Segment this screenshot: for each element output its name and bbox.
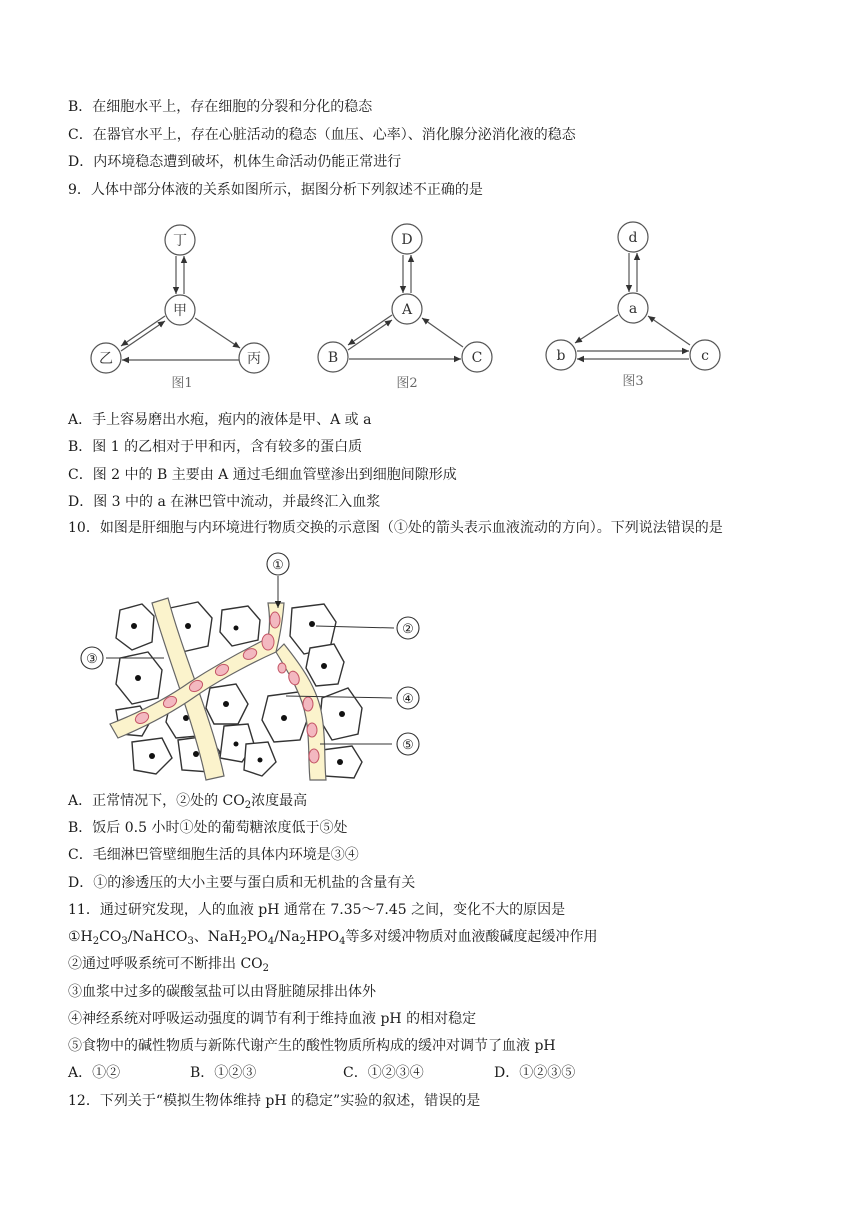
q8-option-b: B．在细胞水平上，存在细胞的分裂和分化的稳态 xyxy=(68,99,373,115)
q10-option-b: B．饭后 0.5 小时①处的葡萄糖浓度低于⑤处 xyxy=(68,820,348,836)
label-1: ① xyxy=(272,558,284,573)
q11-statement-2: ②通过呼吸系统可不断排出 $CO_2$ xyxy=(68,956,270,974)
fig1-node-top: 丁 xyxy=(173,233,187,249)
fig3-node-center: a xyxy=(628,301,638,317)
q9-option-a: A．手上容易磨出水疱，疱内的液体是甲、A 或 a xyxy=(68,412,372,428)
fig1-node-right: 丙 xyxy=(247,351,261,367)
fig1-caption: 图1 xyxy=(171,376,193,391)
q8-option-d: D．内环境稳态遭到破坏，机体生命活动仍能正常进行 xyxy=(68,154,402,170)
q11-option-b: B．①②③ xyxy=(190,1065,257,1081)
q11-statement-5: ⑤食物中的碱性物质与新陈代谢产生的酸性物质所构成的缓冲对调节了血液 pH xyxy=(68,1038,556,1054)
label-5: ⑤ xyxy=(402,738,414,753)
q10-option-d: D．①的渗透压的大小主要与蛋白质和无机盐的含量有关 xyxy=(68,875,416,891)
q8-option-c: C．在器官水平上，存在心脏活动的稳态（血压、心率）、消化腺分泌消化液的稳态 xyxy=(68,127,576,143)
q10-option-a: A．正常情况下，②处的 $CO_2$浓度最高 xyxy=(68,793,308,811)
fig3-caption: 图3 xyxy=(622,374,644,389)
fig1-node-left: 乙 xyxy=(99,351,113,367)
q11-statement-3: ③血浆中过多的碳酸氢盐可以由肾脏随尿排出体外 xyxy=(68,984,376,1000)
q9-option-c: C．图 2 中的 B 主要由 A 通过毛细血管壁渗出到细胞间隙形成 xyxy=(68,467,457,483)
q9-stem: 9．人体中部分体液的关系如图所示，据图分析下列叙述不正确的是 xyxy=(68,182,483,198)
fig1-node-center: 甲 xyxy=(173,303,187,319)
q10-stem: 10．如图是肝细胞与内环境进行物质交换的示意图（①处的箭头表示血液流动的方向）。下列说法错误的是 xyxy=(68,520,723,536)
fig3-node-right: c xyxy=(701,348,709,364)
fig3-node-top: d xyxy=(628,230,638,246)
q11-stem: 11．通过研究发现，人的血液 pH 通常在 7.35～7.45 之间，变化不大的原因是 xyxy=(68,902,566,918)
q12-stem: 12．下列关于“模拟生物体维持 pH 的稳定”实验的叙述，错误的是 xyxy=(68,1093,481,1109)
fig2-node-left: B xyxy=(327,350,339,366)
q11-option-d: D．①②③⑤ xyxy=(494,1065,576,1081)
fig2-node-center: A xyxy=(401,302,413,318)
fig2-node-top: D xyxy=(401,232,413,248)
label-2: ② xyxy=(402,622,414,637)
q11-option-c: C．①②③④ xyxy=(343,1065,424,1081)
q10-option-c: C．毛细淋巴管壁细胞生活的具体内环境是③④ xyxy=(68,847,359,863)
q11-option-a: A．①② xyxy=(68,1065,121,1081)
fig2-node-right: C xyxy=(471,350,483,366)
q11-statement-4: ④神经系统对呼吸运动强度的调节有利于维持血液 pH 的相对稳定 xyxy=(68,1011,477,1027)
q9-option-b: B．图 1 的乙相对于甲和丙，含有较多的蛋白质 xyxy=(68,439,363,455)
label-4: ④ xyxy=(402,692,414,707)
fig2-caption: 图2 xyxy=(396,376,418,391)
q9-option-d: D．图 3 中的 a 在淋巴管中流动，并最终汇入血浆 xyxy=(68,494,381,510)
q9-figures xyxy=(0,212,860,392)
q10-liver-figure xyxy=(72,548,432,783)
q11-statement-1: $①H_2CO_3/NaHCO_3$、$NaH_2PO_4/Na_2HPO_4$等多对缓冲物质对血液酸碱度起缓冲作用 xyxy=(68,929,598,947)
label-3: ③ xyxy=(86,652,98,667)
fig3-node-left: b xyxy=(556,348,566,364)
